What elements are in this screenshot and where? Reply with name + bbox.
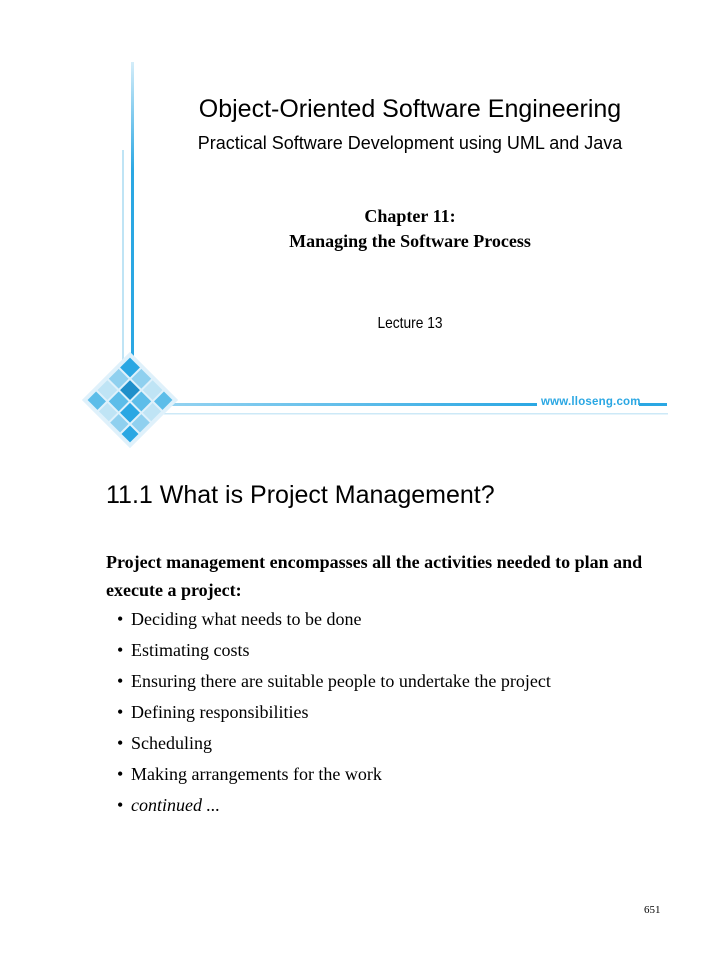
continued-text: continued ... — [131, 795, 220, 815]
website-link[interactable]: www.lloseng.com — [541, 396, 641, 408]
list-item — [117, 759, 551, 790]
chapter-number: Chapter 11: — [364, 206, 456, 226]
list-item — [117, 697, 551, 728]
list-item — [117, 635, 551, 666]
list-item — [117, 728, 551, 759]
list-item-text: Deciding what needs to be done — [131, 609, 362, 629]
book-title: Object-Oriented Software Engineering — [198, 95, 622, 123]
intro-paragraph: Project management encompasses all the activities needed to plan and execute a project: — [106, 552, 643, 600]
chapter-title: Managing the Software Process — [289, 231, 531, 251]
bullet-list — [117, 604, 551, 821]
lecture-label: Lecture 13 — [377, 315, 443, 332]
list-item-text: Making arrangements for the work — [131, 764, 382, 784]
bullet-icon: • — [117, 671, 124, 691]
list-item-text: Defining responsibilities — [131, 702, 309, 722]
section-heading: 11.1 What is Project Management? — [106, 481, 495, 509]
list-item — [117, 604, 551, 635]
bullet-icon: • — [117, 609, 124, 629]
list-item-text: Estimating costs — [131, 640, 250, 660]
list-item — [117, 666, 551, 697]
bullet-icon: • — [117, 702, 124, 722]
bullet-icon: • — [117, 795, 124, 815]
list-item-text: Ensuring there are suitable people to undertake the project — [131, 671, 551, 691]
page-number: 651 — [644, 904, 661, 916]
mosaic-logo — [82, 352, 178, 448]
horizontal-accent-line — [165, 403, 537, 406]
chapter-heading — [130, 204, 690, 254]
bullet-icon: • — [117, 733, 124, 753]
list-item-text: Scheduling — [131, 733, 212, 753]
list-item — [117, 790, 551, 821]
bullet-icon: • — [117, 640, 124, 660]
notes-page — [0, 480, 720, 960]
bullet-icon: • — [117, 764, 124, 784]
book-subtitle: Practical Software Development using UML and Java — [197, 133, 623, 153]
